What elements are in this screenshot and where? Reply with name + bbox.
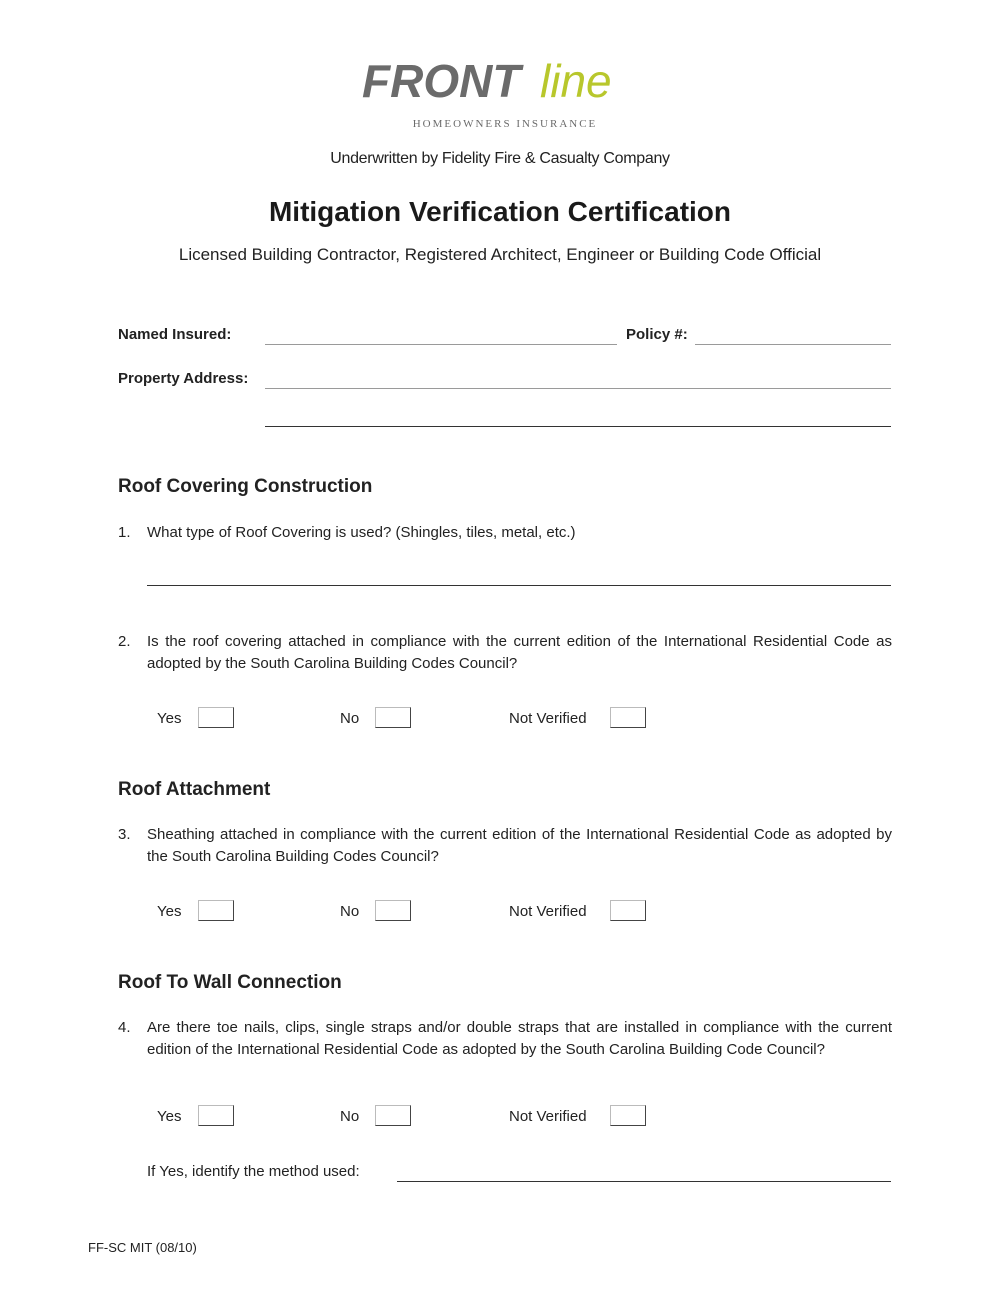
q3-yes-label: Yes [157,903,182,920]
q4-no-label: No [340,1108,360,1125]
property-address-line2-field[interactable] [265,426,891,427]
question-4-number: 4. [118,1019,131,1036]
roof-covering-type-field[interactable] [147,585,891,586]
q3-yes-checkbox[interactable] [198,900,234,921]
section-roof-attachment: Roof Attachment [118,779,271,800]
q3-no-checkbox[interactable] [375,900,411,921]
q2-not-verified-checkbox[interactable] [610,707,646,728]
question-3-text: Sheathing attached in compliance with the current edition of the International Residential Code as adopted by the South Carolina Building Codes Council? [147,826,892,865]
named-insured-label: Named Insured: [118,326,232,343]
q3-not-verified-label: Not Verified [509,903,587,920]
named-insured-field[interactable] [265,344,617,345]
question-2-number: 2. [118,633,131,650]
q2-yes-checkbox[interactable] [198,707,234,728]
q4-no-checkbox[interactable] [375,1105,411,1126]
q2-yes-label: Yes [157,710,182,727]
underwritten-by: Underwritten by Fidelity Fire & Casualty Company [330,150,670,167]
policy-field[interactable] [695,344,891,345]
policy-label: Policy #: [626,326,688,343]
logo-tagline: HOMEOWNERS INSURANCE [412,118,598,130]
question-3-number: 3. [118,826,131,843]
q2-no-label: No [340,710,360,727]
q2-no-checkbox[interactable] [375,707,411,728]
section-roof-covering: Roof Covering Construction [118,476,373,497]
q4-not-verified-checkbox[interactable] [610,1105,646,1126]
section-roof-to-wall: Roof To Wall Connection [118,972,342,993]
property-address-field[interactable] [265,388,891,389]
q3-not-verified-checkbox[interactable] [610,900,646,921]
if-yes-method-label: If Yes, identify the method used: [147,1163,360,1180]
question-1-number: 1. [118,524,131,541]
q3-no-label: No [340,903,360,920]
property-address-label: Property Address: [118,370,249,387]
q4-yes-checkbox[interactable] [198,1105,234,1126]
logo-brand-light: line [540,55,612,107]
form-code-footer: FF-SC MIT (08/10) [88,1240,197,1255]
question-4-text: Are there toe nails, clips, single straps and/or double straps that are installed in compliance with the current edition of the International Residential Code as adopted by the South Carolina Building Code Council? [147,1019,892,1058]
logo-brand-dark: FRONT [362,55,521,107]
page-subtitle: Licensed Building Contractor, Registered Architect, Engineer or Building Code Official [178,245,822,264]
question-1-text: What type of Roof Covering is used? (Shingles, tiles, metal, etc.) [147,524,576,541]
if-yes-method-field[interactable] [397,1181,891,1182]
logo-graphic [360,52,650,137]
page-title: Mitigation Verification Certification [268,196,732,227]
q2-not-verified-label: Not Verified [509,710,587,727]
q4-yes-label: Yes [157,1108,182,1125]
q4-not-verified-label: Not Verified [509,1108,587,1125]
question-2-text: Is the roof covering attached in compliance with the current edition of the International Residential Code as adopted by the South Carolina Building Codes Council? [147,633,892,672]
frontline-logo [360,52,650,137]
